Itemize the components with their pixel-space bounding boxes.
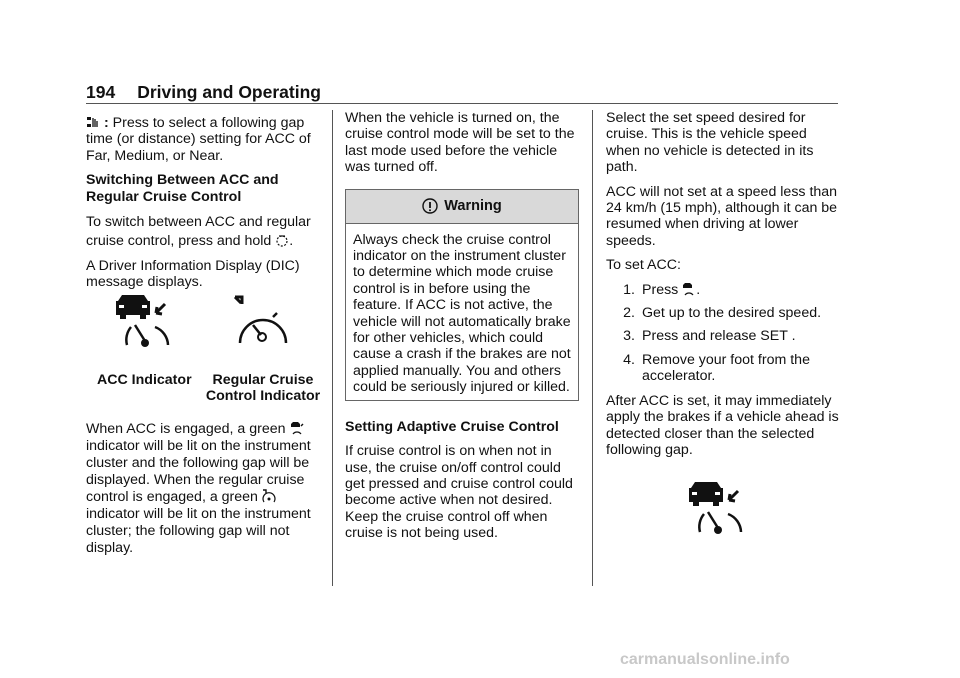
list-item: 2. Get up to the desired speed. — [623, 305, 822, 322]
warning-box — [345, 189, 579, 401]
dic-text: A Driver Information Display (DIC) message displays. — [86, 258, 300, 291]
column-divider-1 — [332, 110, 333, 586]
acc-indicator-small-icon — [290, 421, 304, 435]
page-number: 194 — [86, 82, 116, 102]
warning-icon — [422, 198, 438, 214]
list-item: 1. Press . — [623, 281, 701, 298]
gap-text: Press to select a following gap time (or distance) setting for ACC of Far, Medium, or Near. — [86, 115, 311, 164]
warning-text: Always check the cruise control indicator on the instrument cluster to determine which mode cruise control is in before using the feature. If ACC is not active, the vehicle will not automatically brake for other vehicles, which could cause a crash if the brakes are not applied manually. You and others could be seriously injured or killed. — [353, 231, 571, 396]
acc-button-icon — [682, 282, 696, 296]
header-rule — [86, 103, 838, 104]
cruise-indicator-small-icon — [262, 489, 276, 503]
column-2 — [345, 110, 579, 550]
mode-intro: When the vehicle is turned on, the cruise control mode will be set to the last mode used before the vehicle was turned off. — [345, 110, 575, 176]
acc-indicator-icon-large — [686, 480, 750, 536]
regular-caption-line-2: Control Indicator — [205, 388, 321, 405]
min-speed-text: ACC will not set at a speed less than 24 km/h (15 mph), although it can be resumed when driving at lower speeds. — [606, 183, 838, 249]
acc-caption: ACC Indicator — [97, 372, 192, 388]
acc-mode-button-icon — [275, 233, 289, 247]
set-speed-text: Select the set speed desired for cruise. This is the vehicle speed when no vehicle is detected in its path. — [606, 110, 814, 176]
gap-intro: : — [103, 115, 109, 131]
list-item: 4. Remove your foot from the accelerator. — [623, 351, 810, 385]
column-1 — [86, 110, 324, 299]
after-set-text: After ACC is set, it may immediately apply the brakes if a vehicle ahead is detected closer than the selected following gap. — [606, 392, 839, 458]
watermark: carmanualsonline.info — [620, 651, 790, 668]
regular-caption — [204, 372, 322, 405]
to-set-label: To set ACC: — [606, 257, 681, 274]
switch-heading: Switching Between ACC and Regular Cruise Control — [86, 172, 279, 205]
switch-text-b: . — [289, 232, 294, 249]
switch-text-a: To switch between ACC and regular cruise control, press and hold — [86, 214, 311, 249]
following-gap-icon — [86, 115, 100, 129]
regular-cruise-indicator-icon — [233, 295, 293, 349]
acc-indicator-icon — [113, 293, 177, 349]
warning-header — [346, 190, 578, 224]
regular-caption-line-1: Regular Cruise — [212, 372, 314, 388]
engaged-text-b: indicator will be lit on the instrument cluster and the following gap will be displayed. When the regular cruise control is engaged, a green — [86, 438, 311, 505]
setting-text: If cruise control is on when not in use, the cruise on/off control could get pressed and cruise control could become active when not desired. Keep the cruise control off when cruise is not being used. — [345, 443, 573, 542]
setting-heading: Setting Adaptive Cruise Control — [345, 418, 559, 435]
column-1-lower — [86, 421, 324, 565]
section-title: Driving and Operating — [137, 82, 321, 102]
column-divider-2 — [592, 110, 593, 586]
column-3 — [606, 110, 840, 466]
engaged-text-a: When ACC is engaged, a green — [86, 421, 286, 437]
steps-list — [606, 282, 840, 385]
engaged-text-c: indicator will be lit on the instrument cluster; the following gap will not display. — [86, 506, 311, 556]
page-header — [86, 84, 321, 100]
list-item: 3. Press and release SET . — [623, 328, 796, 345]
warning-title: Warning — [444, 197, 502, 214]
